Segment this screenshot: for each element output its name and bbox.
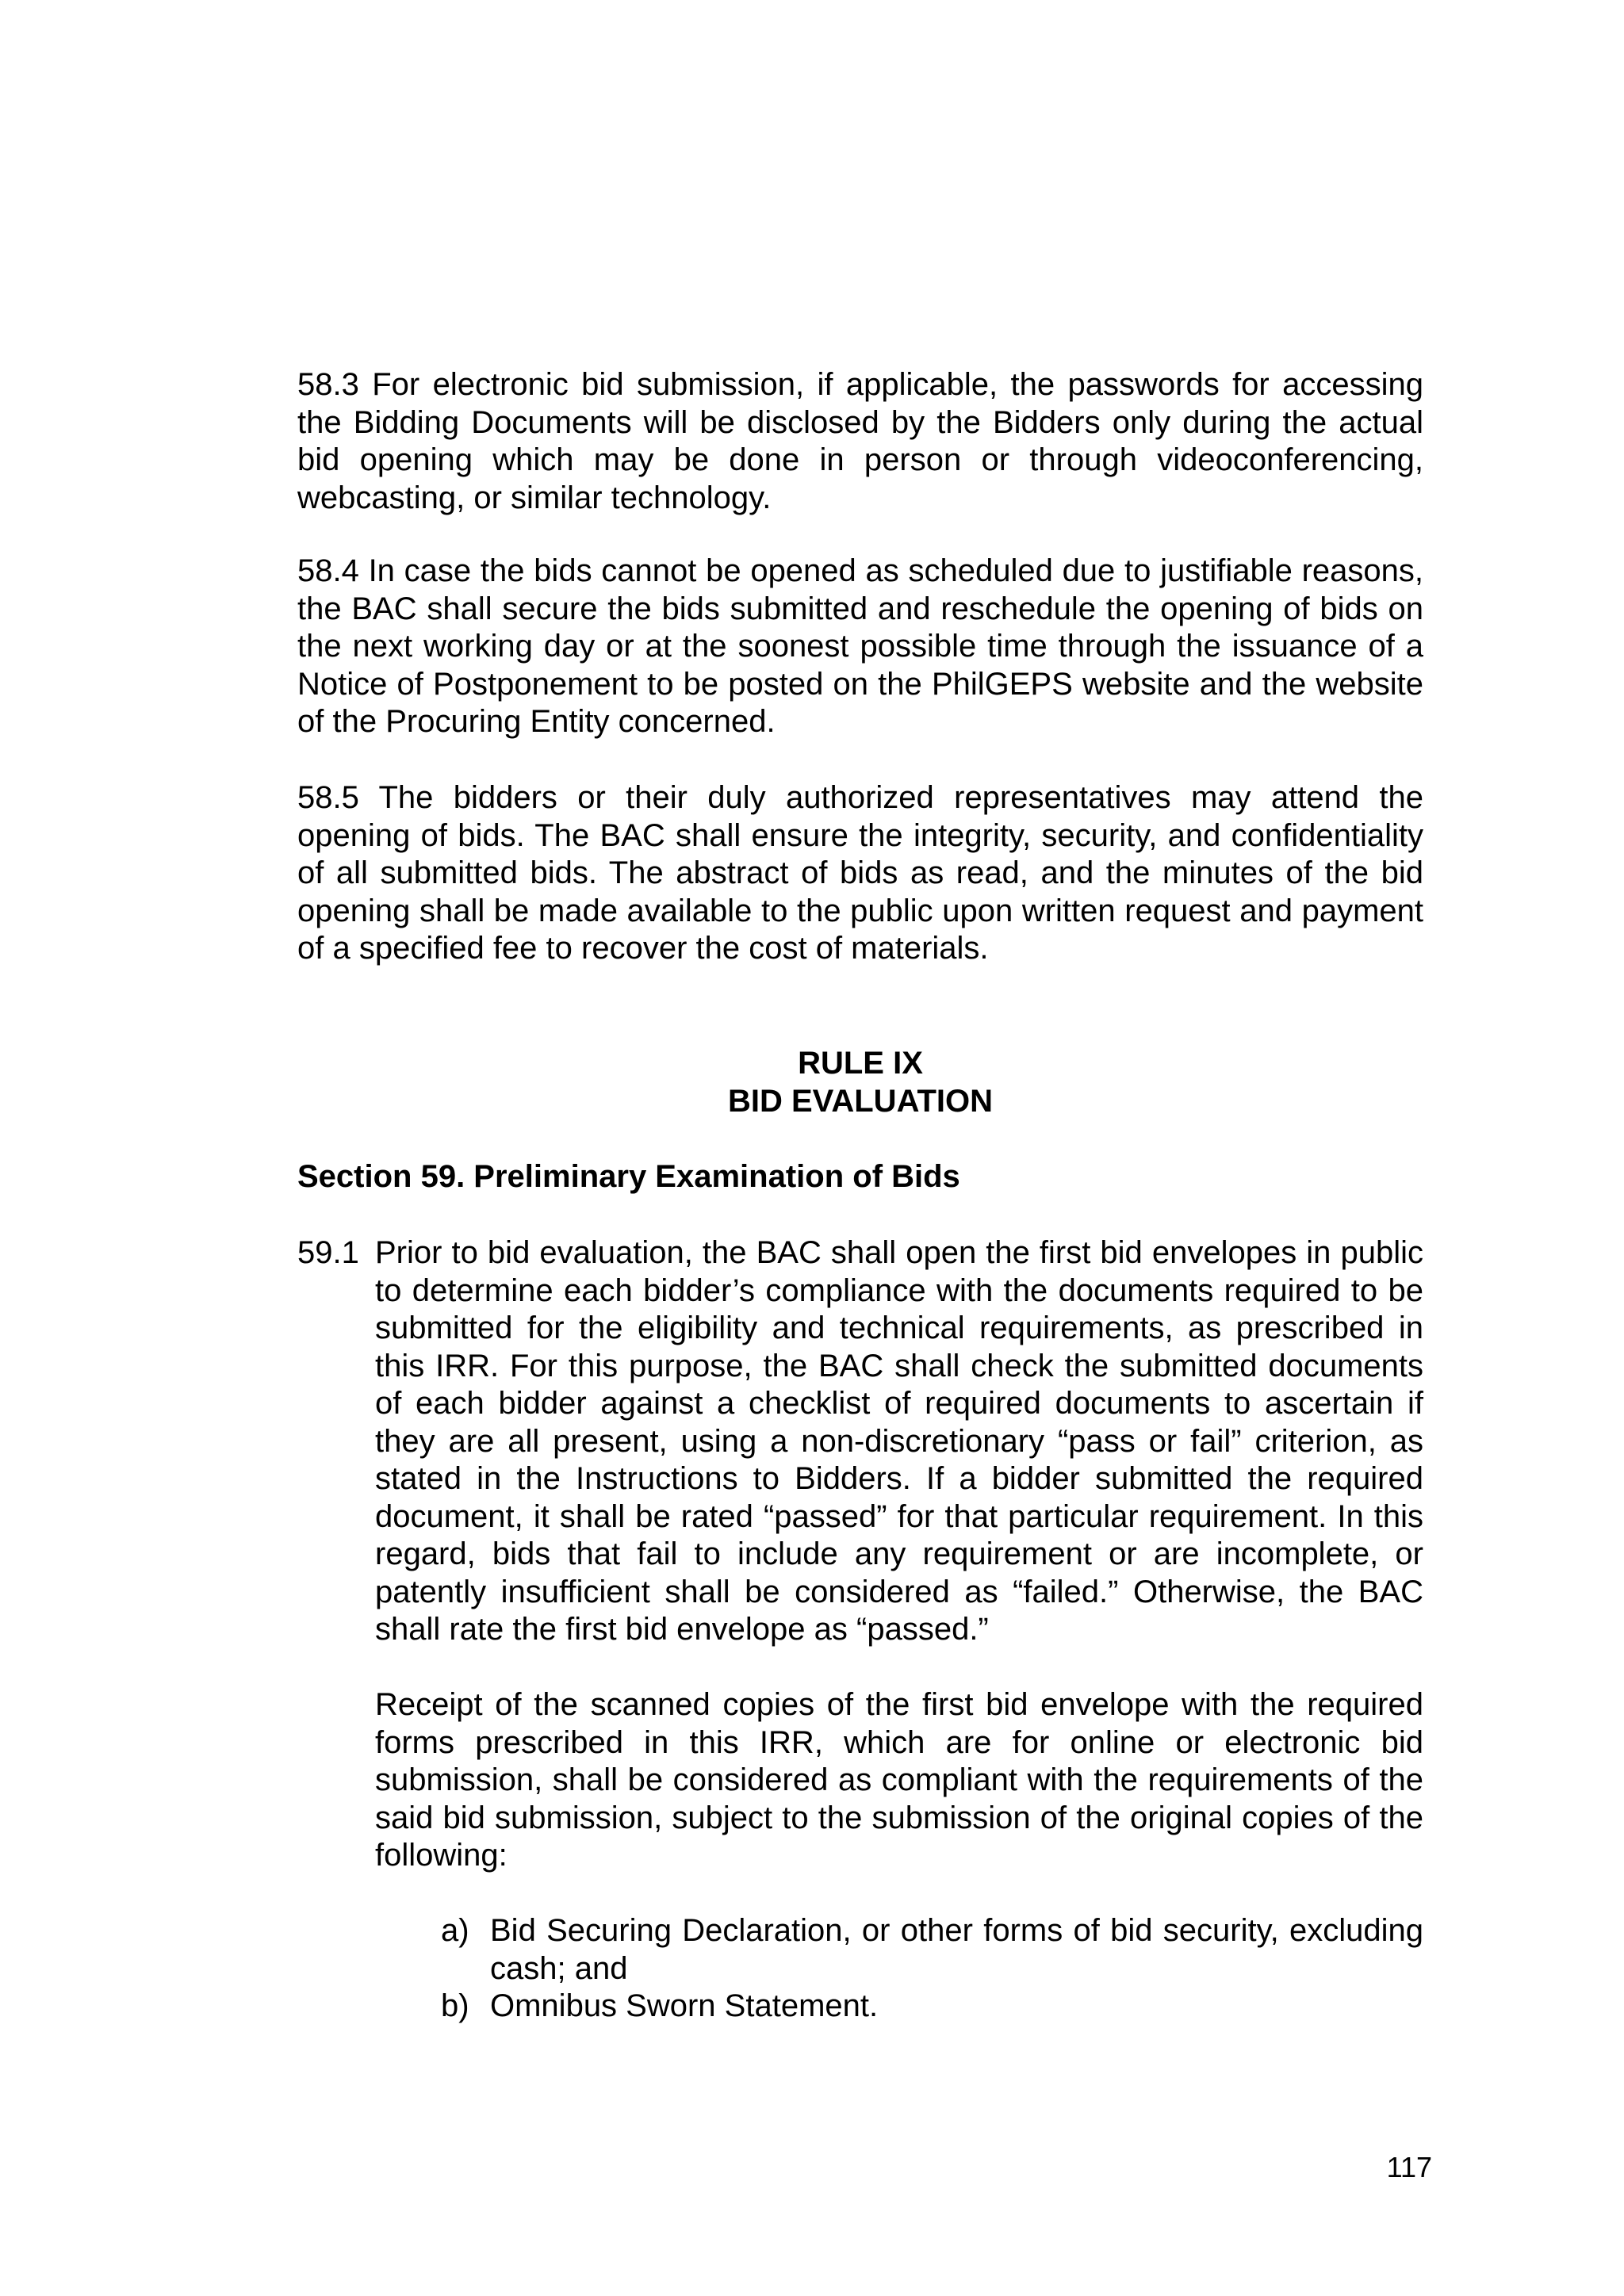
list-marker: a) xyxy=(441,1913,469,1948)
list-marker: b) xyxy=(441,1988,469,2023)
rule-title-heading: BID EVALUATION xyxy=(727,1084,994,1119)
paragraph-58-5: 58.5 The bidders or their duly authorized representatives may attend the opening of bids. The BAC shall ensure the integrity, security, and confidentiality of all submitted bids. The abstract of bids as read, and the minutes of the bid opening shall be made available to the public upon written request and payment of a specified fee to recover the cost of materials. xyxy=(297,780,1423,966)
rule-number-heading: RULE IX xyxy=(798,1046,923,1081)
list-item-text: Bid Securing Declaration, or other forms of bid security, excluding cash; and xyxy=(490,1913,1423,1986)
list-item-text: Omnibus Sworn Statement. xyxy=(490,1988,879,2023)
paragraph-58-4: 58.4 In case the bids cannot be opened as scheduled due to justifiable reasons, the BAC shall secure the bids submitted and reschedule the opening of bids on the next working day or at the soonest possible time through the issuance of a Notice of Postponement to be posted on the PhilGEPS website and the website of the Procuring Entity concerned. xyxy=(297,553,1423,739)
subsection-59-1-text: Prior to bid evaluation, the BAC shall open the first bid envelopes in public to determine each bidder’s compliance with the documents required to be submitted for the eligibility and technical requirements, as prescribed in this IRR. For this purpose, the BAC shall check the submitted documents of each bidder against a checklist of required documents to ascertain if they are all present, using a non-discretionary “pass or fail” criterion, as stated in the Instructions to Bidders. If a bidder submitted the required document, it shall be rated “passed” for that particular requirement. In this regard, bids that fail to include any requirement or are incomplete, or patently insufficient shall be considered as “failed.” Otherwise, the BAC shall rate the first bid envelope as “passed.” xyxy=(375,1235,1423,1647)
list-item xyxy=(441,1912,1423,1988)
required-documents-list xyxy=(441,1912,1423,2026)
subsection-59-1-number: 59.1 xyxy=(297,1235,359,1270)
paragraph-58-3: 58.3 For electronic bid submission, if applicable, the passwords for accessing the Bidding Documents will be disclosed by the Bidders only during the actual bid opening which may be done in person or through videoconferencing, webcasting, or similar technology. xyxy=(297,367,1423,515)
page-number: 117 xyxy=(1386,2151,1432,2183)
section-59-heading: Section 59. Preliminary Examination of Bids xyxy=(297,1159,960,1194)
list-item xyxy=(441,1988,1423,2026)
receipt-paragraph: Receipt of the scanned copies of the first bid envelope with the required forms prescribed in this IRR, which are for online or electronic bid submission, shall be considered as compliant with the requirements of the said bid submission, subject to the submission of the original copies of the following: xyxy=(375,1687,1423,1873)
